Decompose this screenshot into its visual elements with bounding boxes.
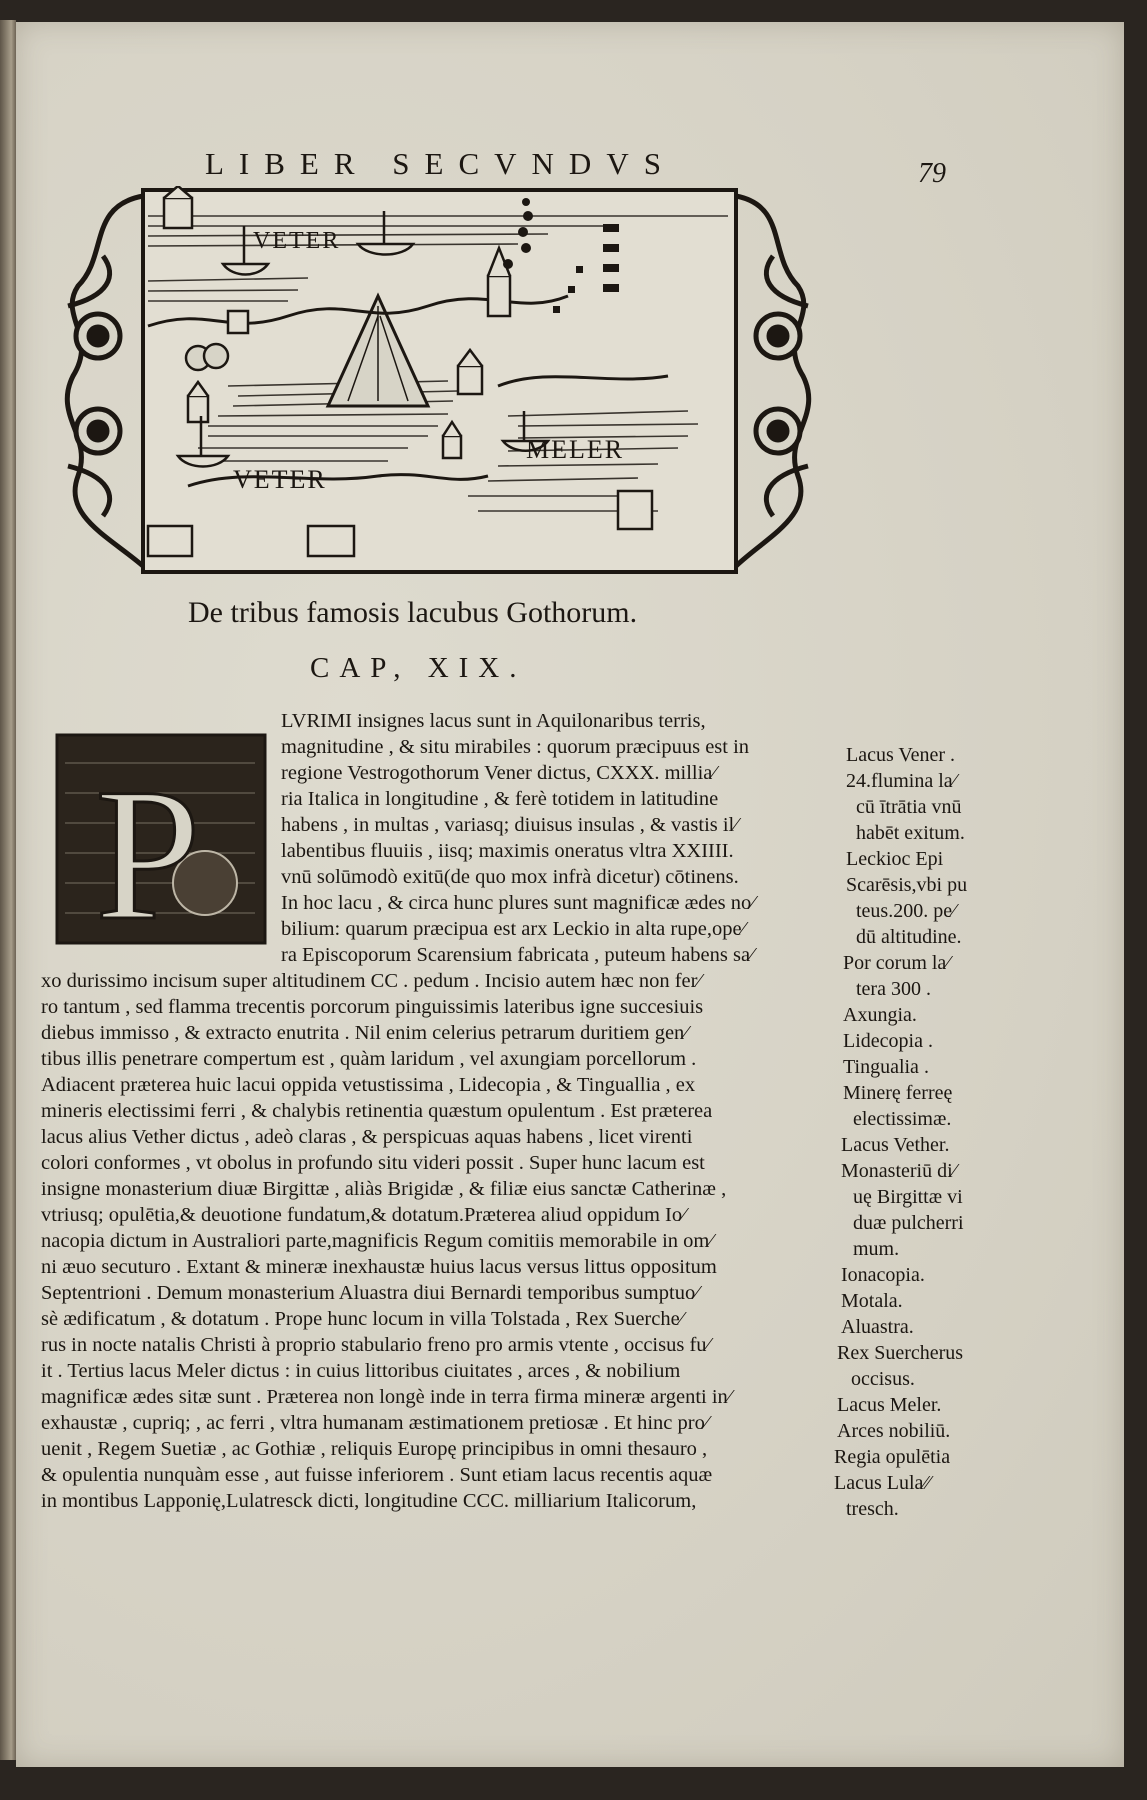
body-line: tibus illis penetrare compertum est , quàm laridum , vel axungiam porcellorum . xyxy=(41,1048,697,1070)
margin-note: dū altitudine. xyxy=(856,926,962,948)
body-line: sè ædificatum , & dotatum . Prope hunc locum in villa Tolstada , Rex Suerche⁄ xyxy=(41,1308,684,1330)
body-line: in montibus Lapponię,Lulatresck dicti, longitudine CCC. milliarium Italicorum, xyxy=(41,1490,697,1512)
body-line: lacus alius Vether dictus , adeò claras , & perspicuas aquas habens , licet virenti xyxy=(41,1126,693,1148)
body-line: ra Episcoporum Scarensium fabricata , puteum habens sa⁄ xyxy=(281,944,754,966)
body-line: nacopia dictum in Australiori parte,magnificis Regum comitiis memorabile in om⁄ xyxy=(41,1230,713,1252)
margin-note: Scarēsis,vbi pu xyxy=(846,874,968,896)
right-ornament xyxy=(736,196,809,566)
margin-note: uę Birgittæ vi xyxy=(853,1186,963,1208)
margin-note: Lidecopia . xyxy=(843,1030,933,1052)
body-line: uenit , Regem Suetiæ , ac Gothiæ , reliquis Europę principibus in omni thesauro , xyxy=(41,1438,708,1460)
body-line: habens , in multas , variasq; diuisus insulas , & vastis il⁄ xyxy=(281,814,738,836)
body-line: rus in nocte natalis Christi à proprio stabulario freno pro armis vtente , occisus fu⁄ xyxy=(41,1334,710,1356)
body-line: vtriusq; opulētia,& deuotione fundatum,& dotatum.Præterea aliud oppidum Io⁄ xyxy=(41,1204,686,1226)
chapter-title: De tribus famosis lacubus Gothorum. xyxy=(188,596,638,629)
woodcut-label-top: VETER xyxy=(253,228,341,254)
body-line: ria Italica in longitudine , & ferè totidem in latitudine xyxy=(281,788,719,810)
body-line: ni æuo secuturo . Extant & mineræ inexhaustæ huius lacus versus littus oppositum xyxy=(41,1256,717,1278)
body-line: In hoc lacu , & circa hunc plures sunt magnificæ ædes no⁄ xyxy=(281,892,755,914)
margin-note: occisus. xyxy=(851,1368,915,1390)
margin-note: Rex Suercherus xyxy=(837,1342,964,1364)
margin-note: mum. xyxy=(853,1238,900,1260)
body-line: & opulentia nunquàm esse , aut fuisse inferiorem . Sunt etiam lacus recentis aquæ xyxy=(41,1464,713,1486)
margin-note: Monasteriū di⁄ xyxy=(841,1160,956,1182)
margin-note: Lacus Meler. xyxy=(837,1394,942,1416)
margin-note: Minerę ferreę xyxy=(843,1082,953,1104)
margin-note: habēt exitum. xyxy=(856,822,965,844)
page-number: 79 xyxy=(918,158,946,189)
body-line: Septentrioni . Demum monasterium Aluastra diui Bernardi temporibus sumptuo⁄ xyxy=(41,1282,699,1304)
left-ornament xyxy=(67,196,143,566)
initial-letter: P xyxy=(95,750,201,945)
margin-note: Ionacopia. xyxy=(841,1264,925,1286)
body-line: magnitudine , & situ mirabiles : quorum præcipuus est in xyxy=(281,736,750,758)
woodcut-label-left: VETER xyxy=(233,465,327,494)
margin-note: Axungia. xyxy=(843,1004,917,1026)
body-line: mineris electissimi ferri , & chalybis retinentia quæstum opulentum . Est præterea xyxy=(41,1100,713,1122)
margin-note: Aluastra. xyxy=(841,1316,914,1338)
woodcut-map-illustration xyxy=(48,186,828,578)
margin-note: Tingualia . xyxy=(843,1056,929,1078)
margin-note: tera 300 . xyxy=(856,978,931,1000)
body-line: regione Vestrogothorum Vener dictus, CXXX. millia⁄ xyxy=(281,762,716,784)
margin-note: tresch. xyxy=(846,1498,899,1520)
body-line: Adiacent præterea huic lacui oppida vetustissima , Lidecopia , & Tinguallia , ex xyxy=(41,1074,696,1096)
facing-page-edge xyxy=(0,20,16,1760)
body-line: insigne monasterium diuæ Birgittæ , aliàs Brigidæ , & filiæ eius sanctæ Catherinæ , xyxy=(41,1178,727,1200)
decorated-initial xyxy=(55,733,267,945)
body-line: colori conformes , vt obolus in profundo situ videri possit . Super hunc lacum est xyxy=(41,1152,705,1174)
body-line: ro tantum , sed flamma trecentis porcorum pinguissimis lateribus igne succesiuis xyxy=(41,996,704,1018)
body-line: magnificæ ædes sitæ sunt . Præterea non longè inde in terra firma mineræ argenti in⁄ xyxy=(41,1386,732,1408)
margin-note: Regia opulētia xyxy=(834,1446,951,1468)
margin-note: Lacus Vener . xyxy=(846,744,956,766)
body-line: diebus immisso , & extracto enutrita . Nil enim celerius petrarum duritiem gen⁄ xyxy=(41,1022,688,1044)
body-line: bilium: quarum præcipua est arx Leckio in alta rupe,ope⁄ xyxy=(281,918,745,940)
margin-note: 24.flumina la⁄ xyxy=(846,770,956,792)
body-line: exhaustæ , cupriq; , ac ferri , vltra humanam æstimationem pretiosæ . Et hinc pro⁄ xyxy=(41,1412,709,1434)
margin-note: teus.200. pe⁄ xyxy=(856,900,956,922)
margin-note: duæ pulcherri xyxy=(853,1212,964,1234)
chapter-number: CAP, XIX. xyxy=(310,652,527,684)
margin-note: Leckioc Epi xyxy=(846,848,944,870)
body-line: labentibus fluuiis , iisq; maximis oneratus vltra XXIIII. xyxy=(281,840,734,862)
body-line: vnū solūmodò exitū(de quo mox infrà dicetur) cōtinens. xyxy=(281,866,739,888)
margin-note: Arces nobiliū. xyxy=(837,1420,951,1442)
margin-note: Lacus Lula⁄⁄ xyxy=(834,1472,931,1494)
body-line: it . Tertius lacus Meler dictus : in cuius littoribus ciuitates , arces , & nobilium xyxy=(41,1360,681,1382)
margin-note: Motala. xyxy=(841,1290,903,1312)
body-line: xo durissimo incisum super altitudinem CC . pedum . Incisio autem hæc non fer⁄ xyxy=(41,970,701,992)
margin-note: cū ītrātia vnū xyxy=(856,796,962,818)
woodcut-label-right: MELER xyxy=(526,435,625,464)
body-line: LVRIMI insignes lacus sunt in Aquilonaribus terris, xyxy=(281,710,706,732)
running-head: LIBER SECVNDVS xyxy=(205,146,676,181)
margin-note: Lacus Vether. xyxy=(841,1134,950,1156)
margin-note: Por corum la⁄ xyxy=(843,952,950,974)
margin-note: electissimæ. xyxy=(853,1108,952,1130)
